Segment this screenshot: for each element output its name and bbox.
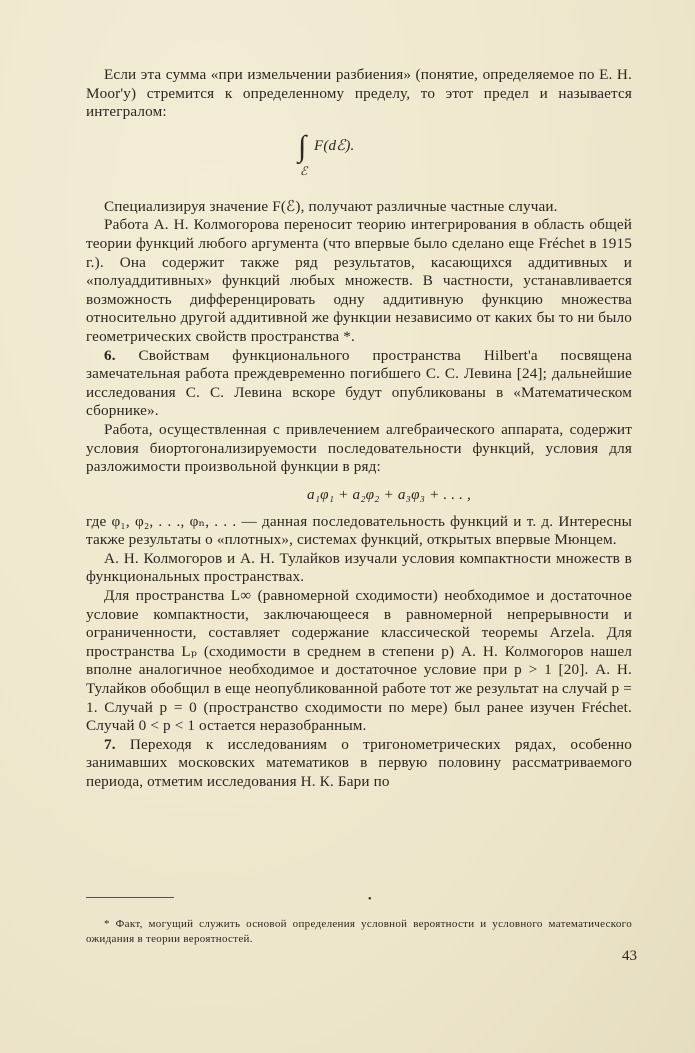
- paragraph: Работа, осуществленная с привлечением алгебраического аппарата, содержит условия биортогонализируемости последовательности функций, условия для разложимости произвольной функции в ряд:: [86, 420, 632, 476]
- section-6-paragraph: [86, 347, 632, 421]
- main-text: [86, 66, 632, 792]
- paragraph: Если эта сумма «при измельчении разбиения» (понятие, определяемое по Е. Н. Moor'у) стремится к определенному пределу, то этот предел и называется интегралом:: [86, 66, 632, 121]
- paragraph: где φ₁, φ₂, . . ., φₙ, . . . — данная последовательность функций и т. д. Интересны также результаты о «плотных», системах функций, открытых впервые Мюнцем.: [86, 512, 632, 549]
- paragraph-text: Переходя к исследованиям о тригонометрических рядах, особенно занимавших московских математиков в первую половину рассматриваемого периода, отметим исследования Н. К. Бари по: [86, 735, 632, 790]
- integral-subscript: ℰ: [300, 163, 308, 178]
- integral-formula: [86, 122, 632, 198]
- paragraph: Для пространства L∞ (равномерной сходимости) необходимое и достаточное условие компактности, заключающееся в равномерной непрерывности и ограниченности, составляет содержание классической теоремы Arzela. Для пространства Lₚ (сходимости в среднем в степени p) А. Н. Колмогоров нашел вполне аналогичное необходимое и достаточное условие при p > 1 [20]. А. Н. Тулайков обобщил в еще неопубликованной работе тот же результат на случай p = 1. Случай p = 0 (пространство сходимости по мере) был ранее изучен Fréchet. Случай 0 < p < 1 остается неразобранным.: [86, 587, 632, 735]
- paragraph: А. Н. Колмогоров и А. Н. Тулайков изучали условия компактности множеств в функциональных пространствах.: [86, 549, 632, 586]
- footnote: * Факт, могущий служить основой определения условной вероятности и условного математического ожидания в теории вероятностей.: [86, 918, 632, 945]
- page-number: 43: [622, 948, 637, 964]
- paragraph: Работа А. Н. Колмогорова переносит теорию интегрирования в область общей теории функций любого аргумента (что впервые было сделано еще Fréchet в 1915 г.). Она содержит также ряд результатов, касающихся аддитивных и «полуаддитивных» функций любых множеств. В частности, устанавливается возможность дифференцировать одну аддитивную функцию множества относительно другой аддитивной же функции независимо от каких бы то ни было геометрических свойств пространства *.: [86, 216, 632, 345]
- paragraph-text: Свойствам функционального пространства Hilbert'а посвящена замечательная работа преждевременно погибшего С. С. Левина [24]; дальнейшие исследования С. С. Левина вскоре будут опубликованы в «Математическом сборнике».: [86, 346, 632, 420]
- footnote-divider: [86, 897, 174, 898]
- integral-expression: F(dℰ).: [314, 137, 355, 154]
- integral-sign: ∫: [298, 129, 307, 163]
- printing-speck: •: [368, 894, 372, 905]
- section-number: 6.: [104, 346, 116, 364]
- series-formula: a₁φ₁ + a₂φ₂ + a₃φ₃ + . . . ,: [307, 485, 471, 503]
- paragraph: Специализируя значение F(ℰ), получают различные частные случаи.: [104, 197, 558, 215]
- section-number: 7.: [104, 735, 116, 753]
- section-7-paragraph: [86, 736, 632, 792]
